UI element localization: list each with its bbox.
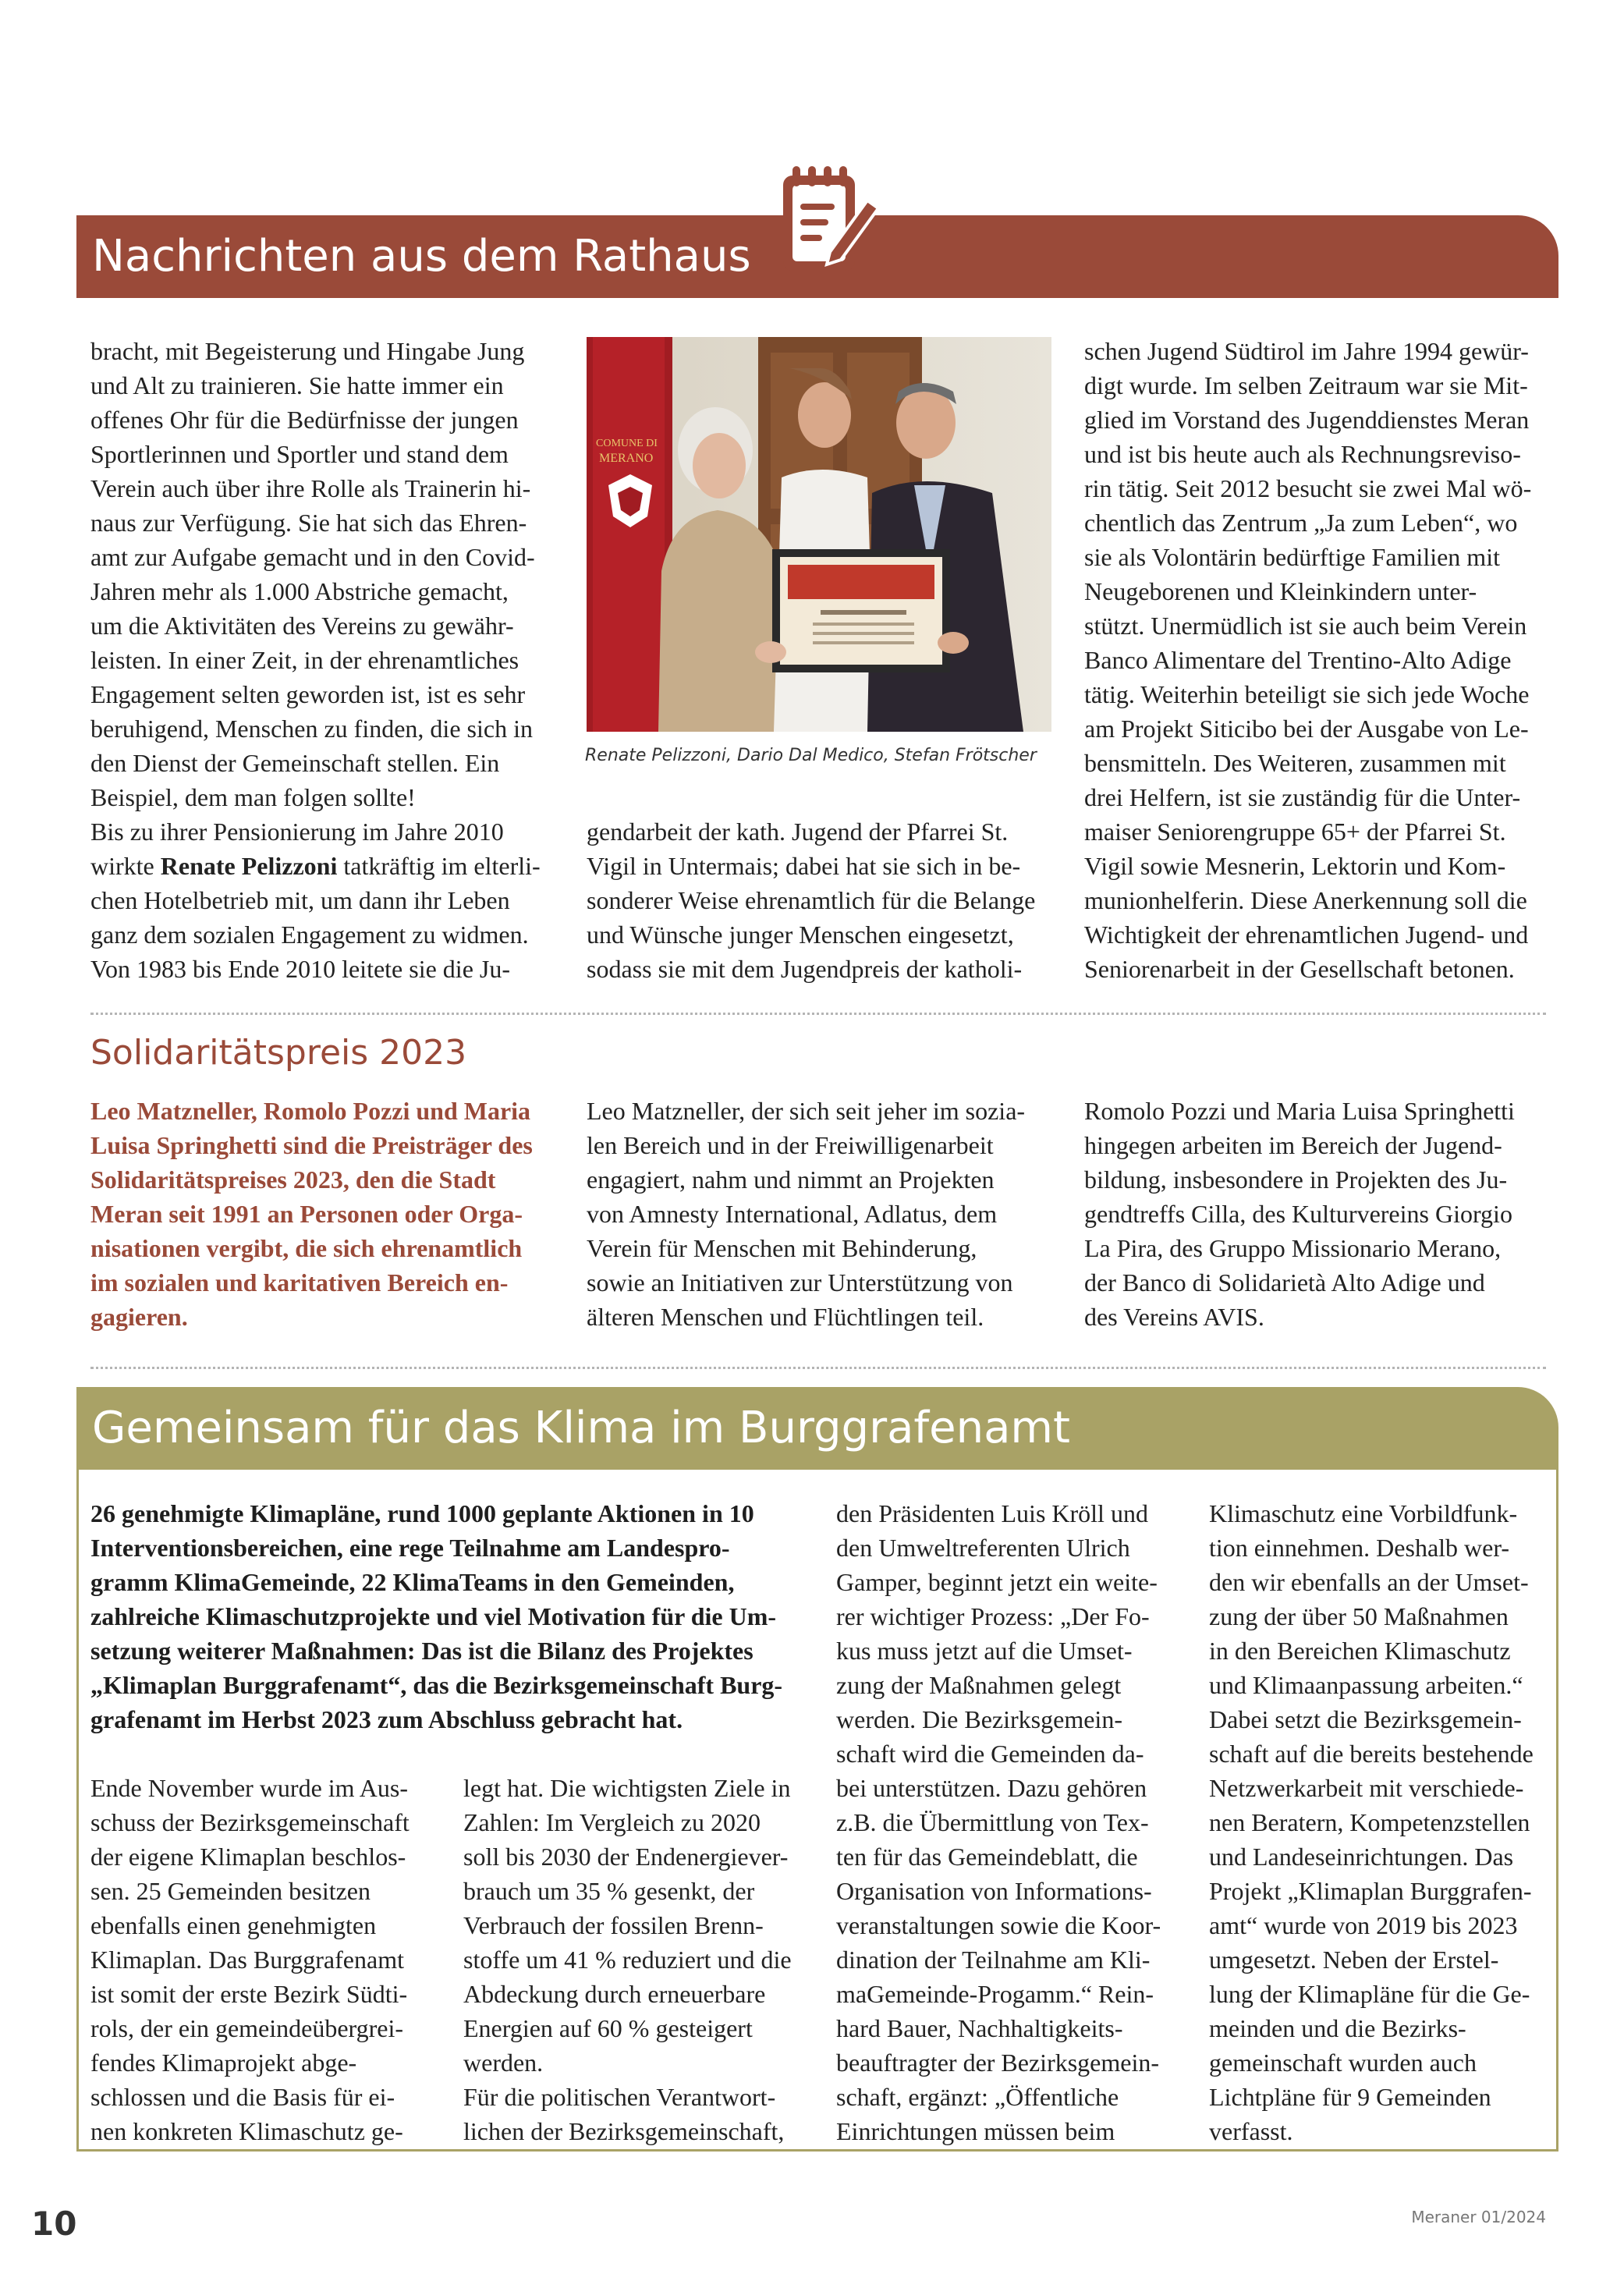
article-solidaritaet-col3: Romolo Pozzi und Maria Luisa Springhetti hingegen arbeiten im Bereich der Jugend- bildung, insbesondere in Projekten des Ju- gendtreffs Cilla, des Kulturvereins Giorgio La Pira, des Gruppo Missionario Merano, der Banco di Solidarietà Alto Adige und des Vereins AVIS. [1084,1097,1515,1331]
section-header-klima [76,1387,1558,1470]
article-klima-col2: legt hat. Die wichtigsten Ziele in Zahlen: Im Vergleich zu 2020 soll bis 2030 der Endenergiever- brauch um 35 % gesenkt, der Verbrauch der fossilen Brenn- stoffe um 41 % reduziert und die Abdeckung durch erneuerbare Energien auf 60 % gesteigert werden. Für die politischen Verantwort- lichen der Bezirksgemeinschaft, [463,1774,792,2145]
page-number: 10 [31,2205,77,2243]
article-klima-col1: Ende November wurde im Aus- schuss der Bezirksgemeinschaft der eigene Klimaplan beschlos- sen. 25 Gemeinden besitzen ebenfalls einen genehmigten Klimaplan. Das Burggrafenamt ist somit der erste Bezirk Südti- rols, der ein gemeindeübergrei- fendes Klimaprojekt abge- schlossen und die Basis für ei- nen konkreten Klimaschutz ge- [90,1774,410,2145]
award-photo [587,337,1051,732]
article-klima-col3: den Präsidenten Luis Kröll und den Umweltreferenten Ulrich Gamper, beginnt jetzt ein weite- rer wichtiger Prozess: „Der Fo- kus muss jetzt auf die Umset- zung der Maßnahmen gelegt werden. Die Bezirksgemein- schaft wird die Gemeinden da- bei unterstützen. Dazu gehören z.B. die Übermittlung von Tex- ten für das Gemeindeblatt, die Organisation von Informations- veranstaltungen sowie die Koor- dination der Teilnahme am Kli- maGemeinde-Progamm.“ Rein- hard Bauer, Nachhaltigkeits- beauftragter der Bezirksgemein- schaft, ergänzt: „Öffentliche Einrichtungen müssen beim [836,1499,1161,2145]
notepad-pencil-icon [772,160,881,277]
article-klima-lead: 26 genehmigte Klimapläne, rund 1000 geplante Aktionen in 10 Interventionsbereichen, eine rege Teilnahme am Landespro- gramm KlimaGemeinde, 22 KlimaTeams in den Gemeinden, zahlreiche Klimaschutzprojekte und viel Motivation für die Um- setzung weiterer Maßnahmen: Das ist die Bilanz des Projektes „Klimaplan Burggrafenamt“, das die Bezirksgemeinschaft Burg- grafenamt im Herbst 2023 zum Abschluss gebracht hat. [90,1499,783,1733]
section-title: Gemeinsam für das Klima im Burggrafenamt [92,1403,1070,1453]
divider [90,1367,1546,1369]
issue-label: Meraner 01/2024 [1411,2208,1546,2226]
photo-caption: Renate Pelizzoni, Dario Dal Medico, Stefan Frötscher [585,746,1037,765]
person-name: Renate Pelizzoni [160,852,338,880]
article-rathaus-col1b [90,814,574,986]
section-title: Nachrichten aus dem Rathaus [92,231,751,282]
text-run: Bis zu ihrer Pensionierung im Jahre 2010 wirkte [90,818,504,880]
article-rathaus-col2: gendarbeit der kath. Jugend der Pfarrei St. Vigil in Untermais; dabei hat sie sich in be- sonderer Weise ehrenamtlich für die Belange und Wünsche junger Menschen eingesetzt, sodass sie mit dem Jugendpreis der katholi- [587,818,1036,983]
banner-text: MERANO [599,452,654,465]
banner-text: COMUNE DI [596,438,658,449]
section-title-solidaritaetspreis: Solidaritätspreis 2023 [90,1033,467,1073]
text-run: tatkräftig im elterli- chen Hotelbetrieb mit, um dann ihr Leben ganz dem sozialen Engagement zu widmen. Von 1983 bis Ende 2010 leitete sie die Ju- [90,852,541,983]
divider [90,1013,1546,1015]
article-solidaritaet-col2: Leo Matzneller, der sich seit jeher im sozia- len Bereich und in der Freiwilligenarbeit engagiert, nahm und nimmt an Projekten von Amnesty International, Adlatus, dem Verein für Menschen mit Behinderung, sowie an Initiativen zur Unterstützung von älteren Menschen und Flüchtlingen teil. [587,1097,1026,1331]
article-rathaus-col1: bracht, mit Begeisterung und Hingabe Jung und Alt zu trainieren. Sie hatte immer ein offenes Ohr für die Bedürfnisse der jungen Sportlerinnen und Sportler und stand dem Verein auch über ihre Rolle als Trainerin hi- naus zur Verfügung. Sie hat sich das Ehren- amt zur Aufgabe gemacht und in den Covid- Jahren mehr als 1.000 Abstriche gemacht, um die Aktivitäten des Vereins zu gewähr- leisten. In einer Zeit, in der ehrenamtliches Engagement selten geworden ist, ist es sehr beruhigend, Menschen zu finden, die sich in den Dienst der Gemeinschaft stellen. Ein Beispiel, dem man folgen sollte! [90,337,535,811]
article-solidaritaet-lead: Leo Matzneller, Romolo Pozzi und Maria Luisa Springhetti sind die Preisträger des Solidaritätspreises 2023, den die Stadt Meran seit 1991 an Personen oder Orga- nisationen vergibt, die sich ehrenamtlich im sozialen und karitativen Bereich en- gagieren. [90,1097,533,1331]
article-klima-col4: Klimaschutz eine Vorbildfunk- tion einnehmen. Deshalb wer- den wir ebenfalls an der Umset- zung der über 50 Maßnahmen in den Bereichen Klimaschutz und Klimaanpassung arbeiten.“ Dabei setzt die Bezirksgemein- schaft auf die bereits bestehende Netzwerkarbeit mit verschiede- nen Beratern, Kompetenzstellen und Landeseinrichtungen. Das Projekt „Klimaplan Burggrafen- amt“ wurde von 2019 bis 2023 umgesetzt. Neben der Erstel- lung der Klimapläne für die Ge- meinden und die Bezirks- gemeinschaft wurden auch Lichtpläne für 9 Gemeinden verfasst. [1209,1499,1534,2145]
article-rathaus-col3: schen Jugend Südtirol im Jahre 1994 gewür- digt wurde. Im selben Zeitraum war sie Mit- glied im Vorstand des Jugenddienstes Meran und ist bis heute auch als Rechnungsreviso- rin tätig. Seit 2012 besucht sie zwei Mal wö- chentlich das Zentrum „Ja zum Leben“, wo sie als Volontärin bedürftige Familien mit Neugeborenen und Kleinkindern unter- stützt. Unermüdlich ist sie auch beim Verein Banco Alimentare del Trentino-Alto Adige tätig. Weiterhin beteiligt sie sich jede Woche am Projekt Siticibo bei der Ausgabe von Le- bensmitteln. Des Weiteren, zusammen mit drei Helfern, ist sie zuständig für die Unter- maiser Seniorengruppe 65+ der Pfarrei St. Vigil sowie Mesnerin, Lektorin und Kom- munionhelferin. Diese Anerkennung soll die Wichtigkeit der ehrenamtlichen Jugend- und Seniorenarbeit in der Gesellschaft betonen. [1084,337,1532,983]
